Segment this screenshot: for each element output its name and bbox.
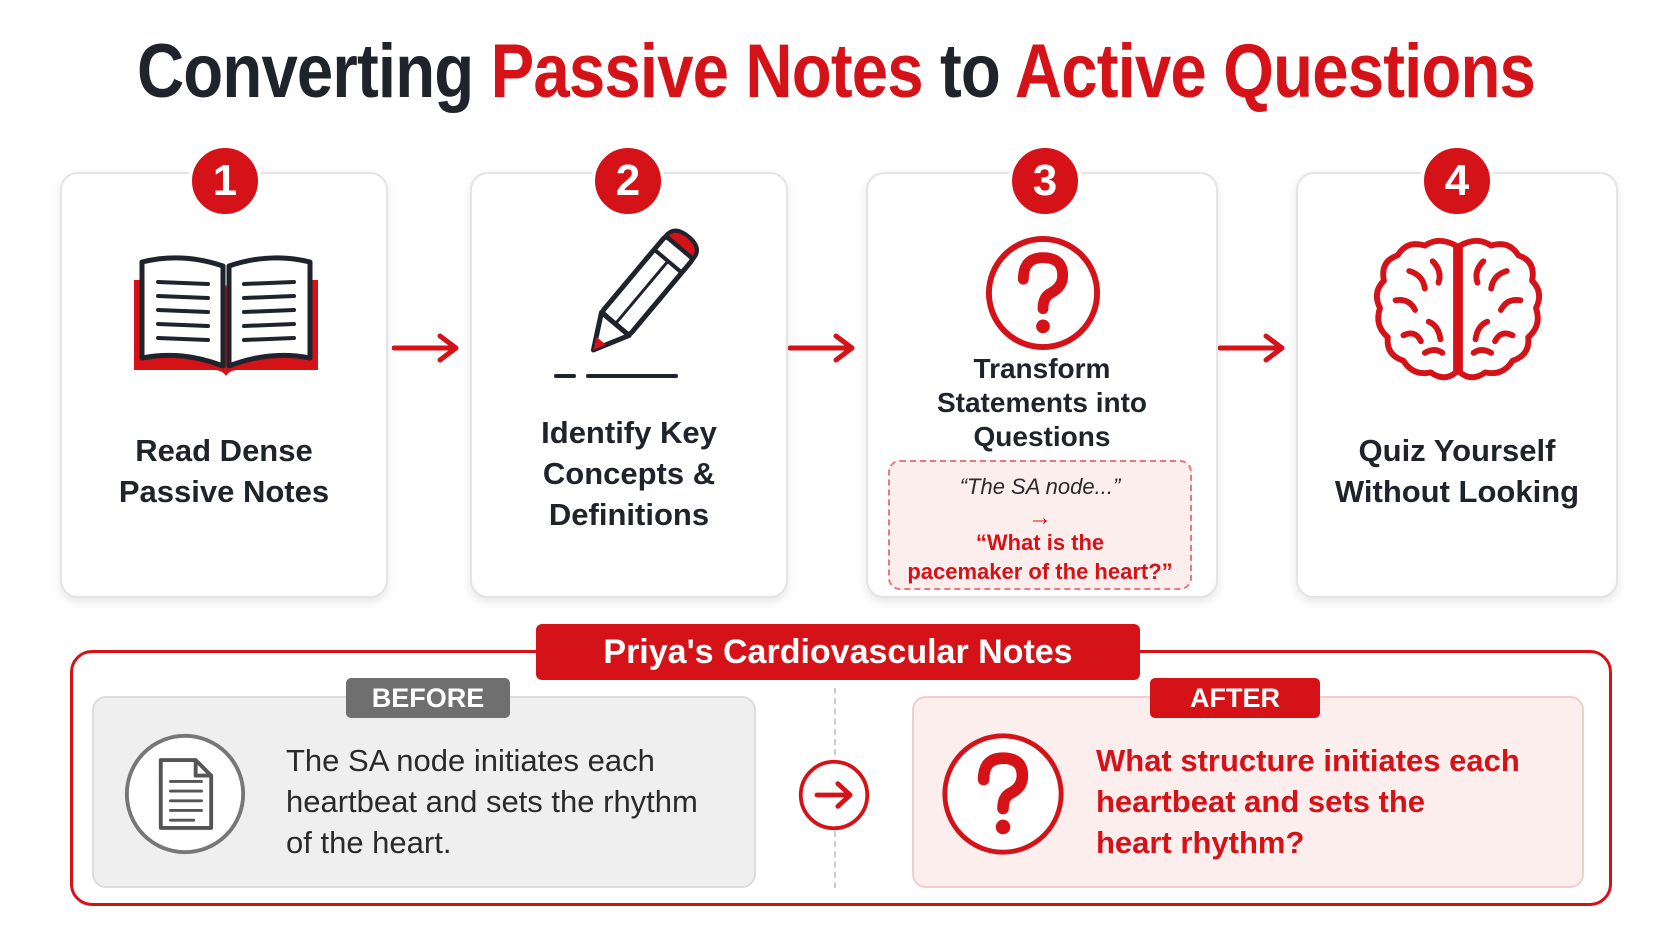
- arrow-right-icon: [392, 333, 462, 363]
- step-4-label: Quiz Yourself Without Looking: [1334, 433, 1580, 509]
- step-card-4: [1296, 172, 1618, 598]
- example-original-statement: “The SA node...”: [959, 474, 1121, 499]
- title-part-3: to: [922, 29, 1015, 114]
- circle-arrow-right-icon: [796, 757, 872, 833]
- title-part-2: Passive Notes: [490, 29, 923, 114]
- before-note-text: The SA node initiates each heartbeat and sets the rhythm of the heart.: [286, 743, 698, 860]
- question-mark-icon: [940, 731, 1066, 857]
- step-card-2: [470, 172, 788, 598]
- step-1-badge: 1: [188, 144, 262, 218]
- step-3-example-box: [888, 460, 1192, 590]
- title-part-4: Active Questions: [1014, 29, 1536, 114]
- brain-icon: [1370, 232, 1546, 388]
- pencil-icon: [552, 224, 712, 384]
- arrow-right-icon: [1218, 333, 1288, 363]
- step-2-label: Identify Key Concepts & Definitions: [541, 415, 717, 532]
- step-card-1: [60, 172, 388, 598]
- step-3-label: Transform Statements into Questions: [936, 353, 1148, 452]
- after-question-text: What structure initiates each heartbeat and sets the heart rhythm?: [1096, 743, 1520, 860]
- after-tag: AFTER: [1150, 678, 1320, 718]
- step-1-label: Read Dense Passive Notes: [118, 433, 330, 509]
- arrow-right-icon: [788, 333, 858, 363]
- step-4-badge: 4: [1420, 144, 1494, 218]
- open-book-icon: [126, 240, 326, 390]
- question-mark-icon: [984, 234, 1102, 352]
- example-panel-title: Priya's Cardiovascular Notes: [536, 624, 1140, 680]
- step-3-badge: 3: [1008, 144, 1082, 218]
- example-question: “What is the pacemaker of the heart?”: [907, 530, 1173, 584]
- example-arrow: →: [1028, 504, 1052, 531]
- before-tag: BEFORE: [346, 678, 510, 718]
- step-2-badge: 2: [591, 144, 665, 218]
- title-part-1: Converting: [136, 29, 491, 114]
- page-title: [117, 28, 1555, 115]
- document-icon: [122, 731, 248, 857]
